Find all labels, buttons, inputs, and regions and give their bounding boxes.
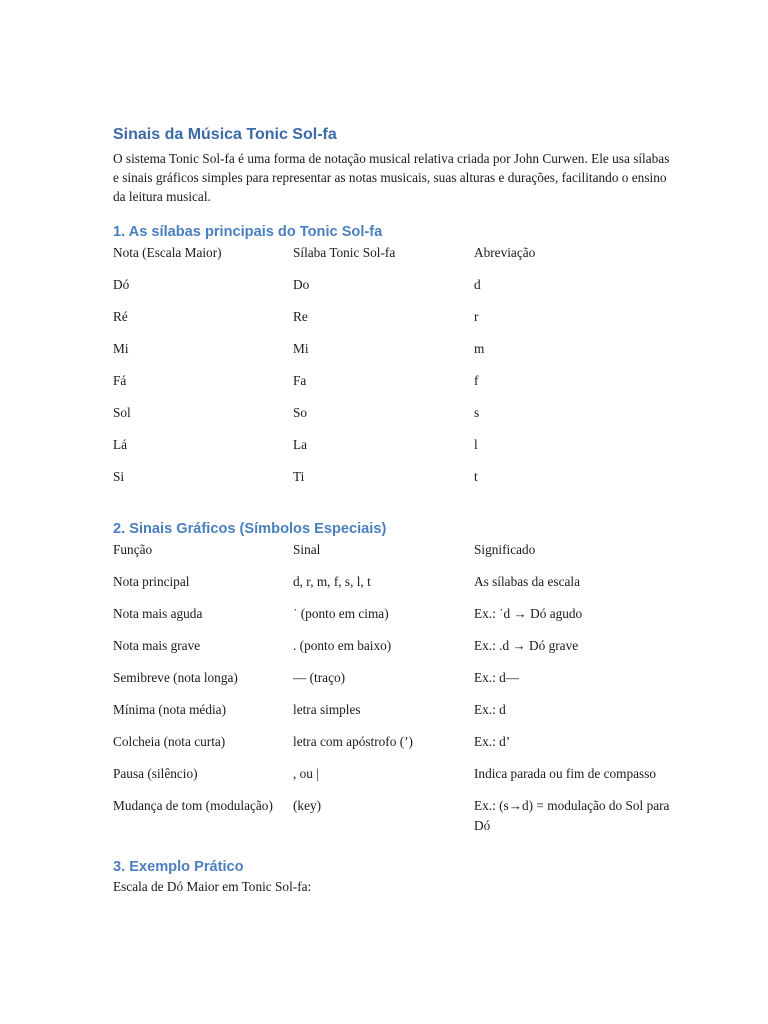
table-row [113, 275, 673, 307]
column-header: Função [113, 542, 153, 557]
table-cell: Ti [293, 469, 305, 484]
table-cell: — (traço) [293, 670, 346, 685]
column-header: Abreviação [474, 245, 536, 260]
table-row [113, 435, 673, 467]
table-cell: Lá [113, 437, 128, 452]
table-row [113, 307, 673, 339]
table-cell: Si [113, 469, 125, 484]
table-row [113, 668, 673, 700]
table-cell: Re [293, 309, 308, 324]
table-cell: Mínima (nota média) [113, 702, 226, 717]
table-row [113, 796, 673, 835]
table-cell: Nota principal [113, 574, 190, 589]
table-cell: (key) [293, 798, 322, 813]
table-cell: d [474, 277, 481, 292]
table-cell: So [293, 405, 308, 420]
syllables-table [113, 243, 673, 495]
table-cell: ˙ (ponto em cima) [293, 606, 389, 621]
table-cell: m [474, 341, 485, 356]
table-cell: letra simples [293, 702, 361, 717]
column-header: Sinal [293, 542, 321, 557]
section-heading-example: 3. Exemplo Prático [113, 859, 244, 875]
table-cell: Nota mais grave [113, 638, 201, 653]
table-cell: Mi [113, 341, 129, 356]
table-cell: Ex.: ˙d → Dó agudo [474, 606, 583, 621]
table-cell: s [474, 405, 480, 420]
page-title: Sinais da Música Tonic Sol-fa [113, 126, 337, 143]
table-cell: Ré [113, 309, 128, 324]
table-row [113, 403, 673, 435]
intro-paragraph: O sistema Tonic Sol-fa é uma forma de notação musical relativa criada por John Curwen. Ele usa sílabas e sinais gráficos simples para representar as notas musicais, suas alturas e durações, facilitando o ensino da leitura musical. [113, 151, 670, 204]
table-cell: As sílabas da escala [474, 574, 580, 589]
table-cell: Mi [293, 341, 309, 356]
table-cell: Nota mais aguda [113, 606, 203, 621]
table-cell: . (ponto em baixo) [293, 638, 392, 653]
table-row [113, 604, 673, 636]
table-cell: Mudança de tom (modulação) [113, 798, 273, 813]
table-cell: Dó [113, 277, 130, 292]
column-header: Nota (Escala Maior) [113, 245, 222, 260]
table-row [113, 339, 673, 371]
document-page [113, 125, 673, 896]
table-row [113, 572, 673, 604]
table-cell: Fá [113, 373, 127, 388]
table-cell: Indica parada ou fim de compasso [474, 766, 657, 781]
table-cell: Ex.: .d → Dó grave [474, 638, 579, 653]
table-row [113, 467, 673, 495]
table-header-row [113, 243, 673, 275]
table-cell: Fa [293, 373, 307, 388]
table-row [113, 636, 673, 668]
table-cell: Ex.: d— [474, 670, 520, 685]
column-header: Significado [474, 542, 536, 557]
table-cell: Do [293, 277, 310, 292]
section-heading-syllables: 1. As sílabas principais do Tonic Sol-fa [113, 224, 383, 240]
table-cell: Semibreve (nota longa) [113, 670, 238, 685]
table-header-row [113, 540, 673, 572]
table-row [113, 764, 673, 796]
table-cell: d, r, m, f, s, l, t [293, 574, 371, 589]
table-cell: l [474, 437, 478, 452]
section-heading-graphic-signs: 2. Sinais Gráficos (Símbolos Especiais) [113, 521, 387, 537]
table-cell: Ex.: (s→d) = modulação do Sol para Dó [474, 798, 670, 833]
table-cell: letra com apóstrofo (’) [293, 734, 413, 749]
table-cell: Ex.: d [474, 702, 506, 717]
table-cell: Ex.: d’ [474, 734, 511, 749]
example-paragraph: Escala de Dó Maior em Tonic Sol-fa: [113, 879, 312, 894]
table-cell: La [293, 437, 308, 452]
table-cell: t [474, 469, 478, 484]
table-row [113, 700, 673, 732]
column-header: Sílaba Tonic Sol-fa [293, 245, 396, 260]
table-cell: f [474, 373, 479, 388]
graphic-signs-table [113, 540, 673, 835]
table-row [113, 732, 673, 764]
table-row [113, 371, 673, 403]
table-cell: Sol [113, 405, 131, 420]
table-cell: r [474, 309, 479, 324]
table-cell: Pausa (silêncio) [113, 766, 198, 781]
table-cell: Colcheia (nota curta) [113, 734, 226, 749]
table-cell: , ou | [293, 766, 319, 781]
